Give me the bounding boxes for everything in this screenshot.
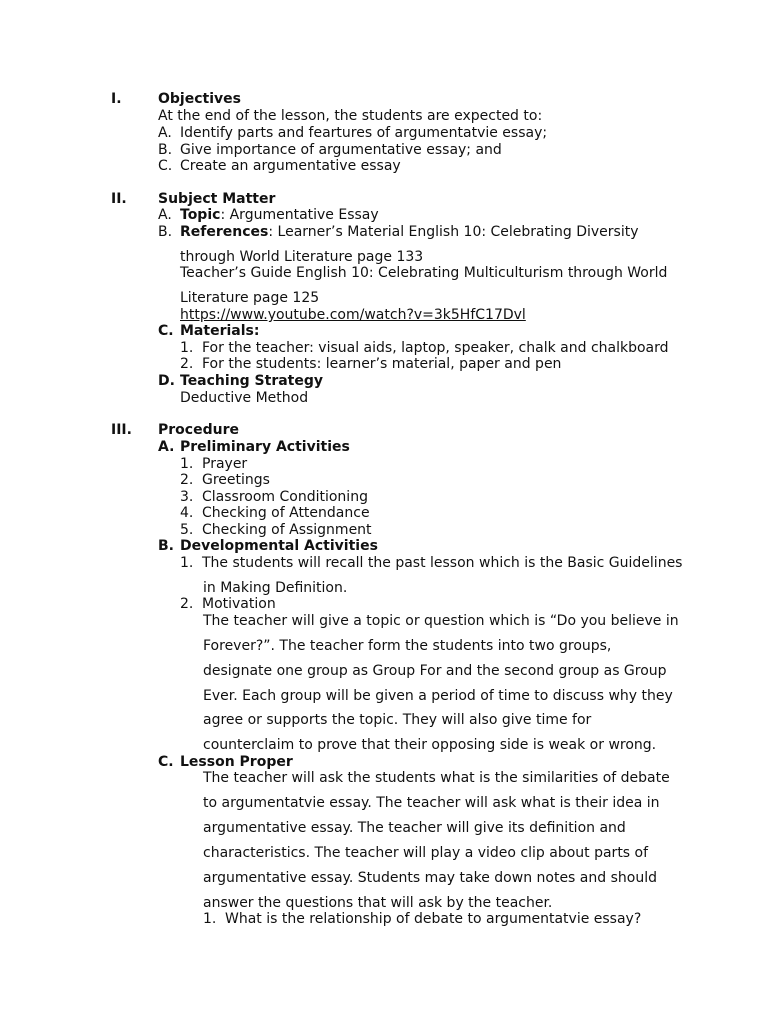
list-marker: 1. [180, 340, 194, 356]
materials-heading [158, 323, 259, 340]
references-continuation: Teacher’s Guide English 10: Celebrating Multiculturism through World [180, 265, 668, 281]
section-heading-subject-matter: Subject Matter [158, 191, 276, 207]
strategy-heading [158, 373, 323, 390]
motivation-paragraph-line: Forever?”. The teacher form the students into two groups, [203, 638, 612, 654]
lesson-proper-paragraph-line: argumentative essay. The teacher will give its definition and [203, 820, 626, 836]
list-marker: 2. [180, 356, 194, 372]
list-marker: B. [158, 538, 174, 554]
list-marker: C. [158, 754, 174, 770]
lesson-proper-heading [158, 754, 293, 771]
motivation-paragraph-line: designate one group as Group For and the second group as Group [203, 663, 667, 679]
strategy-text: Deductive Method [180, 390, 309, 406]
developmental-label: Developmental Activities [180, 538, 378, 554]
lesson-question [203, 911, 641, 928]
list-item-text: The students will recall the past lesson which is the Basic Guidelines [202, 555, 683, 571]
materials-label: Materials: [180, 323, 260, 339]
list-marker: C. [158, 323, 174, 339]
lesson-proper-paragraph-line: argumentative essay. Students may take down notes and should [203, 870, 657, 886]
section-numeral: III. [111, 422, 132, 438]
lesson-proper-label: Lesson Proper [180, 754, 293, 770]
developmental-item [180, 555, 682, 572]
list-item-text: Classroom Conditioning [202, 489, 368, 505]
objective-item [158, 125, 547, 142]
list-item-text: Create an argumentative essay [180, 158, 401, 174]
developmental-heading [158, 538, 378, 555]
motivation-paragraph-line: counterclaim to prove that their opposing side is weak or wrong. [203, 737, 657, 753]
list-marker: 4. [180, 505, 194, 521]
list-marker: A. [158, 439, 175, 455]
list-marker: 3. [180, 489, 194, 505]
motivation-paragraph-line: The teacher will give a topic or question which is “Do you believe in [203, 613, 679, 629]
list-marker: D. [158, 373, 175, 389]
lesson-proper-paragraph-line: characteristics. The teacher will play a video clip about parts of [203, 845, 649, 861]
list-item-text: Prayer [202, 456, 248, 472]
list-item-text: Greetings [202, 472, 270, 488]
list-item-text: For the students: learner’s material, paper and pen [202, 356, 562, 372]
references-text: : Learner’s Material English 10: Celebrating Diversity [268, 224, 639, 240]
list-item-text: Checking of Assignment [202, 522, 372, 538]
topic-text: : Argumentative Essay [220, 207, 379, 223]
materials-item [180, 356, 561, 373]
list-marker: A. [158, 125, 172, 141]
lesson-proper-paragraph-line: to argumentatvie essay. The teacher will ask what is their idea in [203, 795, 660, 811]
list-marker: A. [158, 207, 172, 223]
references-line [158, 224, 639, 241]
strategy-label: Teaching Strategy [180, 373, 324, 389]
section-numeral: I. [111, 91, 122, 107]
motivation-paragraph-line: Ever. Each group will be given a period of time to discuss why they [203, 688, 673, 704]
motivation-heading [180, 596, 276, 613]
objectives-intro: At the end of the lesson, the students are expected to: [158, 108, 543, 124]
preliminary-item [180, 489, 368, 506]
list-item-text: For the teacher: visual aids, laptop, speaker, chalk and chalkboard [202, 340, 669, 356]
preliminary-heading [158, 439, 350, 456]
lesson-proper-paragraph-line: answer the questions that will ask by the teacher. [203, 895, 553, 911]
section-heading-procedure: Procedure [158, 422, 239, 438]
topic-label: Topic [180, 207, 221, 223]
list-marker: 1. [180, 555, 194, 571]
list-marker: 5. [180, 522, 194, 538]
list-marker: 1. [203, 911, 217, 927]
list-marker: B. [158, 142, 173, 158]
preliminary-item [180, 505, 370, 522]
list-marker: 2. [180, 596, 194, 612]
list-item-text: Checking of Attendance [202, 505, 370, 521]
lesson-proper-paragraph-line: The teacher will ask the students what is the similarities of debate [203, 770, 670, 786]
section-numeral: II. [111, 191, 127, 207]
developmental-item-continuation: in Making Definition. [203, 580, 348, 596]
objective-item [158, 142, 502, 159]
list-marker: B. [158, 224, 173, 240]
motivation-paragraph-line: agree or supports the topic. They will also give time for [203, 712, 592, 728]
motivation-label: Motivation [202, 596, 276, 612]
preliminary-item [180, 472, 270, 489]
topic-line [158, 207, 379, 224]
references-label: References [180, 224, 269, 240]
list-item-text: Give importance of argumentative essay; and [180, 142, 502, 158]
references-continuation: through World Literature page 133 [180, 249, 424, 265]
list-marker: 2. [180, 472, 194, 488]
preliminary-label: Preliminary Activities [180, 439, 350, 455]
list-marker: C. [158, 158, 173, 174]
references-continuation: Literature page 125 [180, 290, 320, 306]
section-heading-objectives: Objectives [158, 91, 241, 107]
preliminary-item [180, 522, 372, 539]
objective-item [158, 158, 401, 175]
list-item-text: What is the relationship of debate to argumentatvie essay? [225, 911, 642, 927]
materials-item [180, 340, 669, 357]
youtube-link[interactable]: https://www.youtube.com/watch?v=3k5HfC17Dvl [180, 307, 526, 323]
preliminary-item [180, 456, 247, 473]
list-marker: 1. [180, 456, 194, 472]
list-item-text: Identify parts and feartures of argumentatvie essay; [180, 125, 548, 141]
